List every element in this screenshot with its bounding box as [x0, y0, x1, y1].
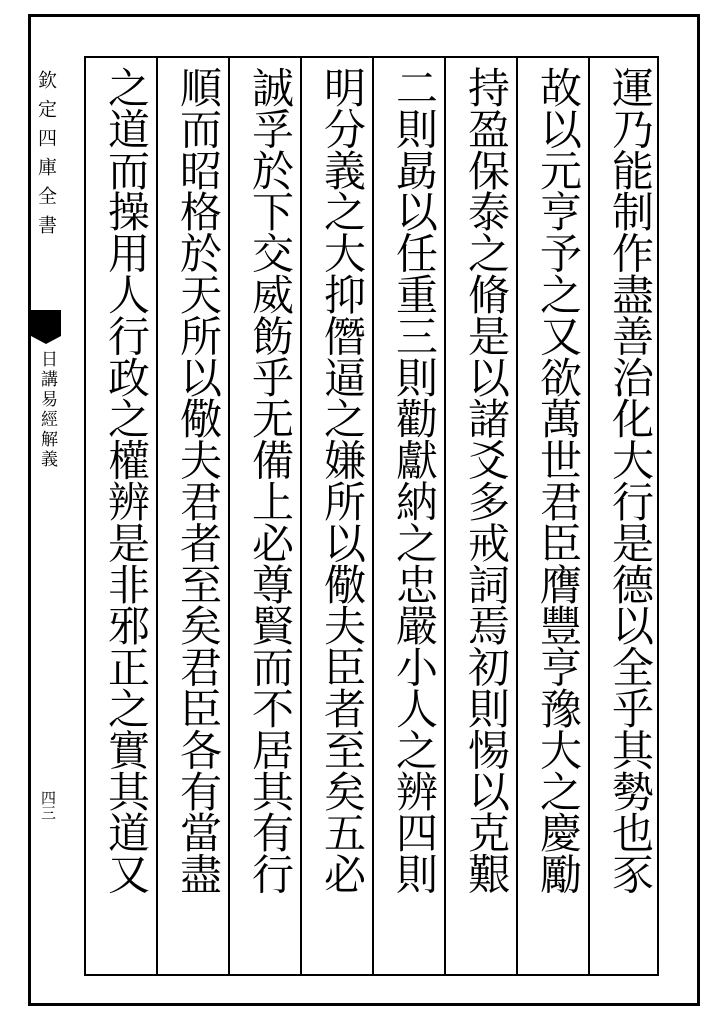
- text-column-8: 之道而操用人行政之權辨是非邪正之實其道又: [102, 66, 151, 895]
- text-column-5: 明分義之大抑僭逼之嫌所以儆夫臣者至矣五必: [318, 66, 367, 895]
- text-column-2: 故以元亨予之又欲萬世君臣膺豐亨豫大之慶勵: [534, 66, 583, 895]
- text-column-6: 誠孚於下交威飭乎无備上必尊賢而不居其有行: [246, 66, 295, 895]
- text-column-3: 持盈保泰之脩是以諸爻多戒詞焉初則惕以克艱: [462, 66, 511, 895]
- text-column-4: 二則勗以任重三則勸獻納之忠嚴小人之辨四則: [390, 66, 439, 895]
- text-column-7: 順而昭格於天所以儆夫君者至矣君臣各有當盡: [174, 66, 223, 895]
- running-title: 欽定四庫全書: [35, 70, 57, 244]
- page-number: 四三: [39, 790, 57, 820]
- text-column-1: 運乃能制作盡善治化大行是德以全乎其勢也豕: [606, 66, 655, 895]
- fishtail-mark: [31, 310, 61, 336]
- book-title: 日講易經解義: [37, 350, 57, 470]
